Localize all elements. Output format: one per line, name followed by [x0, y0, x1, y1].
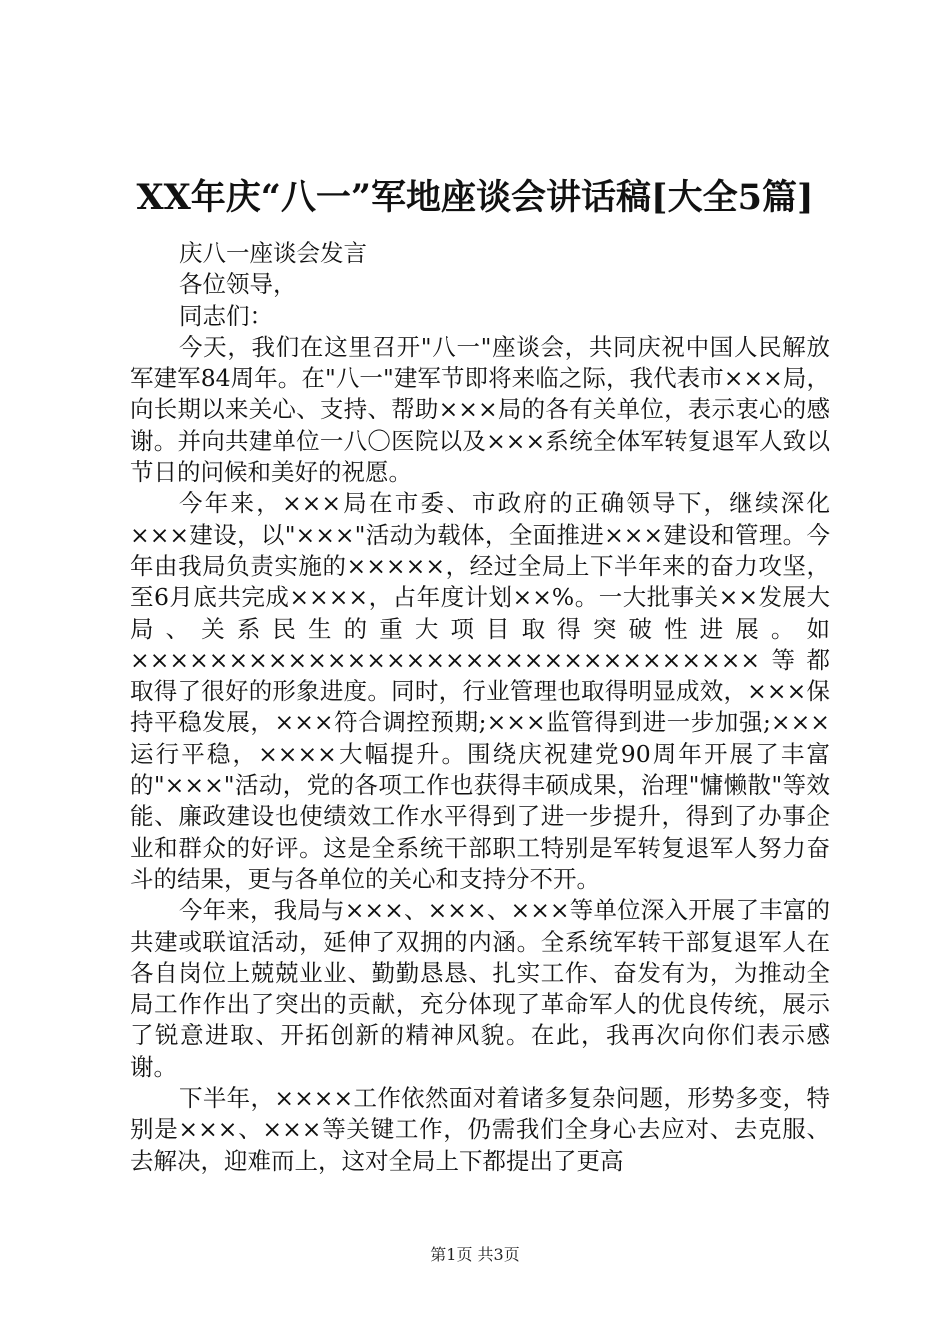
paragraph-achievements: 今年来，×××局在市委、市政府的正确领导下，继续深化×××建设，以"×××"活动为载体，全面推进×××建设和管理。今年由我局负责实施的×××××，经过全局上下半年来的奋力攻坚，至6月底共完成××××，占年度计划××%。一大批事关××发展大局、关系民生的重大项目取得突破性进展。如××××××××××××××××××××××××××××××××等都取得了很好的形象进度。同时，行业管理也取得明显成效，×××保持平稳发展，×××符合调控预期;×××监管得到进一步加强;×××运行平稳，××××大幅提升。围绕庆祝建党90周年开展了丰富的"×××"活动，党的各项工作也获得丰硕成果，治理"慵懒散"等效能、廉政建设也使绩效工作水平得到了进一步提升，得到了办事企业和群众的好评。这是全系统干部职工特别是军转复退军人努力奋斗的结果，更与各单位的关心和支持分不开。: [130, 489, 830, 893]
page-footer: 第1页 共3页: [430, 1245, 520, 1264]
paragraph-second-half: 下半年，××××工作依然面对着诸多复杂问题，形势多变，特别是×××、×××等关键工作，仍需我们全身心去应对、去克服、去解决，迎难而上，这对全局上下都提出了更高: [130, 1084, 830, 1175]
speech-heading: 庆八一座谈会发言: [179, 239, 367, 267]
document-title: XX年庆“八一”军地座谈会讲话稿[大全5篇]: [136, 177, 814, 218]
salutation-leaders: 各位领导，: [179, 270, 297, 299]
document-body: [130, 238, 830, 1177]
paragraph-joint-activities: 今年来，我局与×××、×××、×××等单位深入开展了丰富的共建或联谊活动，延伸了双拥的内涵。全系统军转干部复退军人在各自岗位上兢兢业业、勤勤恳恳、扎实工作、奋发有为，为推动全局工作作出了突出的贡献，充分体现了革命军人的优良传统，展示了锐意进取、开拓创新的精神风貌。在此，我再次向你们表示感谢。: [130, 896, 830, 1081]
salutation-comrades: 同志们：: [179, 301, 273, 330]
paragraph-opening: 今天，我们在这里召开"八一"座谈会，共同庆祝中国人民解放军建军84周年。在"八一"建军节即将来临之际，我代表市×××局，向长期以来关心、支持、帮助×××局的各有关单位，表示衷心的感谢。并向共建单位一八〇医院以及×××系统全体军转复退军人致以节日的问候和美好的祝愿。: [130, 332, 830, 487]
